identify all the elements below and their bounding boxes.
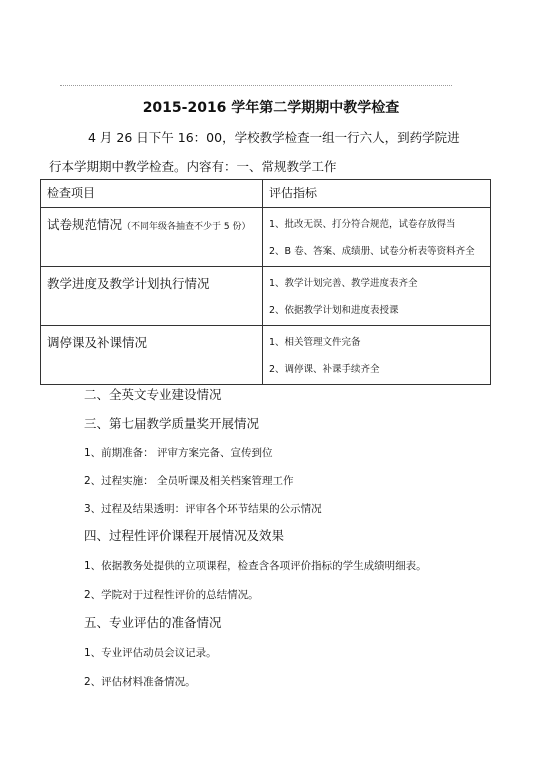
section-heading-2: 二、全英文专业建设情况 [84,387,222,402]
item-cell [41,326,263,385]
header-cell-item: 检查项目 [41,180,263,208]
indicator-text: 2、B 卷、答案、成绩册、试卷分析表等资料齐全 [269,246,475,257]
list-item: 2、学院对于过程性评价的总结情况。 [84,589,259,601]
header-dotted-rule [60,85,452,86]
indicator-cell [263,208,491,267]
list-item: 1、专业评估动员会议记录。 [84,647,217,659]
table-row [41,267,491,326]
indicator-cell [263,267,491,326]
indicator-text: 1、批改无误、打分符合规范，试卷存放得当 [269,219,456,230]
indicator-text: 2、依据教学计划和进度表授课 [269,305,399,316]
item-label: 教学进度及教学计划执行情况 [47,276,210,291]
section-heading-4: 四、过程性评价课程开展情况及效果 [84,528,285,543]
list-item: 1、前期准备： 评审方案完备、宣传到位 [84,447,273,459]
header-cell-indicator: 评估指标 [263,180,491,208]
intro-line-1: 4 月 26 日下午 16：00，学校教学检查一组一行六人，到药学院进 [88,130,460,145]
indicator-text: 1、相关管理文件完备 [269,337,361,348]
section-heading-3: 三、第七届教学质量奖开展情况 [84,416,260,431]
list-item: 3、过程及结果透明：评审各个环节结果的公示情况 [84,503,322,515]
intro-line-2: 行本学期期中教学检查。内容有：一、常规教学工作 [49,159,337,174]
list-item: 2、过程实施： 全员听课及相关档案管理工作 [84,475,294,487]
item-cell [41,208,263,267]
inspection-table [40,179,491,385]
indicator-text: 2、调停课、补课手续齐全 [269,364,380,375]
table-header-row [41,180,491,208]
section-heading-5: 五、专业评估的准备情况 [84,615,222,630]
item-label: 试卷规范情况（不同年级各抽查不少于 5 份） [47,217,251,232]
document-title: 2015-2016 学年第二学期期中教学检查 [142,100,400,116]
item-note: （不同年级各抽查不少于 5 份） [122,222,251,232]
list-item: 1、依据教务处提供的立项课程，检查含各项评价指标的学生成绩明细表。 [84,560,427,572]
item-label: 调停课及补课情况 [47,335,148,350]
indicator-text: 1、教学计划完善、教学进度表齐全 [269,278,418,289]
table-row [41,208,491,267]
item-cell [41,267,263,326]
table-row [41,326,491,385]
list-item: 2、评估材料准备情况。 [84,676,196,688]
indicator-cell [263,326,491,385]
